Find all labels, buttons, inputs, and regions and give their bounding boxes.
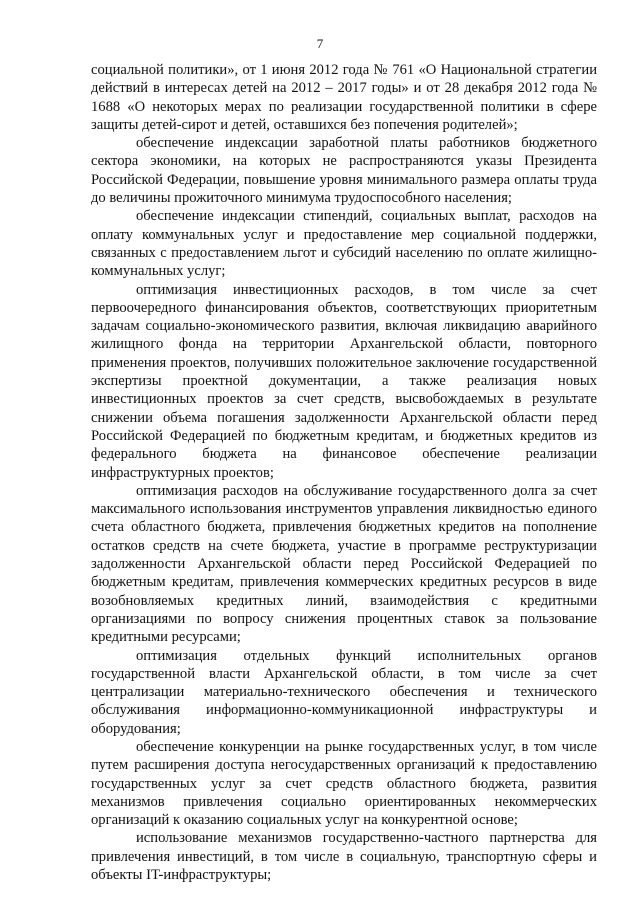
paragraph-services-competition: обеспечение конкуренции на рынке государственных услуг, в том числе путем расширения доступа негосударственных организаций к предоставлению государственных услуг за счет средств областного бюджета, развития механизмов привлечения социально ориентированных некоммерческих организаций к оказанию социальных услуг на конкурентной основе;	[91, 738, 597, 829]
page-number: 7	[316, 36, 324, 51]
paragraph-stipend-indexation: обеспечение индексации стипендий, социальных выплат, расходов на оплату коммунальных услуг и предоставление мер социальной поддержки, связанных с предоставлением льгот и субсидий населению по оплате жилищно-коммунальных услуг;	[91, 208, 597, 280]
paragraph-debt-service-optimization: оптимизация расходов на обслуживание государственного долга за счет максимального использования инструментов управления ликвидностью единого счета областного бюджета, привлечения бюджетных кредитов на пополнение остатков средств на счете бюджета, участие в программе реструктуризации задолженности Архангельской области перед Российской Федерацией по бюджетным кредитам, привлечения коммерческих кредитных ресурсов в виде возобновляемых кредитных линий, взаимодействия с кредитными организациями по вопросу снижения процентных ставок за пользование кредитными ресурсами;	[91, 482, 597, 646]
paragraph-salary-indexation: обеспечение индексации заработной платы работников бюджетного сектора экономики, на которых не распространяются указы Президента Российской Федерации, повышение уровня минимального размера оплаты труда до величины прожиточного минимума трудоспособного населения;	[91, 135, 597, 207]
paragraph-continuation: социальной политики», от 1 июня 2012 года № 761 «О Национальной стратегии действий в интересах детей на 2012 – 2017 годы» и от 28 декабря 2012 года № 1688 «О некоторых мерах по реализации государственной политики в сфере защиты детей-сирот и детей, оставшихся без попечения родителей»;	[91, 62, 597, 133]
paragraph-investment-optimization: оптимизация инвестиционных расходов, в том числе за счет первоочередного финансирования объектов, соответствующих приоритетным задачам социально-экономического развития, включая ликвидацию аварийного жилищного фонда на территории Архангельской области, повторного применения проектов, получивших положительное заключение государственной экспертизы проектной документации, а также реализация новых инвестиционных проектов за счет средств, высвобождаемых в результате снижении объема погашения задолженности Архангельской области перед Российской Федерацией по бюджетным кредитам, и бюджетных кредитов из федерального бюджета на финансовое обеспечение реализации инфраструктурных проектов;	[91, 281, 597, 481]
paragraph-functions-optimization: оптимизация отдельных функций исполнительных органов государственной власти Архангельской области, в том числе за счет централизации материально-технического обеспечения и технического обслуживания информационно-коммуникационной инфраструктуры и оборудования;	[91, 647, 597, 737]
document-body	[91, 61, 597, 884]
paragraph-public-private-partnership: использование механизмов государственно-частного партнерства для привлечения инвестиций, в том числе в социальную, транспортную сферы и объекты IT-инфраструктуры;	[91, 830, 597, 884]
